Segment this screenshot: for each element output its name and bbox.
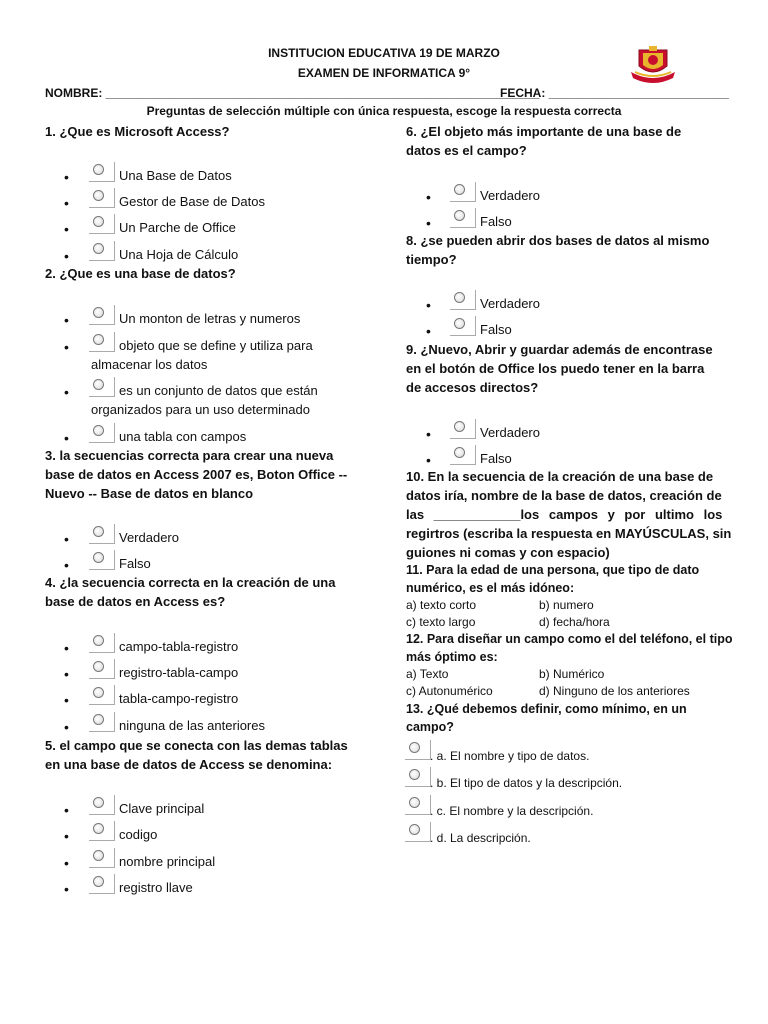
bullet-icon: • <box>64 531 69 547</box>
question-13-line2: campo? <box>406 720 454 734</box>
option-label: Clave principal <box>119 801 205 816</box>
bullet-icon: • <box>64 640 69 656</box>
question-4-line1: 4. ¿la secuencia correcta en la creación de una <box>45 575 336 590</box>
question-12-line2: más óptimo es: <box>406 650 498 664</box>
radio-button[interactable] <box>405 740 431 760</box>
option-label: registro llave <box>119 880 193 895</box>
bullet-icon: • <box>426 452 431 468</box>
option-c[interactable]: c) texto largo <box>406 615 476 629</box>
radio-button[interactable] <box>405 767 431 787</box>
bullet-icon: • <box>426 426 431 442</box>
radio-button[interactable] <box>450 208 476 228</box>
option-label: Una Base de Datos <box>119 168 232 183</box>
bullet-icon: • <box>64 719 69 735</box>
option-label: campo-tabla-registro <box>119 639 239 654</box>
radio-button[interactable] <box>450 316 476 336</box>
radio-button[interactable] <box>89 377 115 397</box>
radio-button[interactable] <box>89 423 115 443</box>
option-label: . b. El tipo de datos y la descripción. <box>430 776 623 790</box>
radio-button[interactable] <box>450 419 476 439</box>
school-title: INSTITUCION EDUCATIVA 19 DE MARZO <box>268 46 500 60</box>
name-field[interactable]: NOMBRE: _________________________________________________________________ <box>45 86 540 100</box>
radio-button[interactable] <box>89 524 115 544</box>
option-label: Falso <box>480 322 512 337</box>
question-10-line1: 10. En la secuencia de la creación de una base de <box>406 469 714 484</box>
option-c[interactable]: c) Autonumérico <box>406 684 493 698</box>
option-label: codigo <box>119 827 158 842</box>
bullet-icon: • <box>64 221 69 237</box>
radio-button[interactable] <box>89 848 115 868</box>
option-label: objeto que se define y utiliza para <box>119 338 313 353</box>
question-3-line1: 3. la secuencias correcta para crear una nueva <box>45 448 334 463</box>
bullet-icon: • <box>64 557 69 573</box>
question-12-line1: 12. Para diseñar un campo como el del teléfono, el tipo <box>406 632 733 646</box>
bullet-icon: • <box>64 430 69 446</box>
option-label: Falso <box>119 556 151 571</box>
radio-button[interactable] <box>89 550 115 570</box>
radio-button[interactable] <box>89 795 115 815</box>
radio-button[interactable] <box>450 182 476 202</box>
radio-button[interactable] <box>89 633 115 653</box>
option-label: . a. El nombre y tipo de datos. <box>430 749 590 763</box>
question-9-line3: de accesos directos? <box>406 380 539 395</box>
option-label: Verdadero <box>480 296 540 311</box>
option-b[interactable]: b) Numérico <box>539 667 605 681</box>
radio-button[interactable] <box>450 290 476 310</box>
question-9-line2: en el botón de Office los puedo tener en la barra <box>406 361 705 376</box>
question-8-line1: 8. ¿se pueden abrir dos bases de datos al mismo <box>406 233 710 248</box>
option-label: Verdadero <box>480 425 540 440</box>
exam-title: EXAMEN DE INFORMATICA 9° <box>297 66 471 80</box>
school-crest-icon <box>627 44 679 84</box>
radio-button[interactable] <box>89 305 115 325</box>
bullet-icon: • <box>64 384 69 400</box>
option-label: Un monton de letras y numeros <box>119 311 301 326</box>
question-10-line2: datos iría, nombre de la base de datos, creación de <box>406 488 722 503</box>
question-10-line5: guiones ni comas y con espacio) <box>406 545 610 560</box>
question-8-line2: tiempo? <box>406 252 457 267</box>
radio-button[interactable] <box>89 214 115 234</box>
option-label: Una Hoja de Cálculo <box>119 247 239 262</box>
question-11-line2: numérico, es el más idóneo: <box>406 581 575 595</box>
radio-button[interactable] <box>89 659 115 679</box>
bullet-icon: • <box>64 855 69 871</box>
bullet-icon: • <box>64 802 69 818</box>
option-label: Verdadero <box>480 188 540 203</box>
radio-button[interactable] <box>450 445 476 465</box>
option-label: es un conjunto de datos que están <box>119 383 318 398</box>
bullet-icon: • <box>64 692 69 708</box>
question-6-line2: datos es el campo? <box>406 143 527 158</box>
instructions: Preguntas de selección múltiple con única respuesta, escoge la respuesta correcta <box>146 104 622 118</box>
option-label: una tabla con campos <box>119 429 247 444</box>
option-label: tabla-campo-registro <box>119 691 239 706</box>
question-3-line2: base de datos en Access 2007 es, Boton Office -- <box>45 467 348 482</box>
option-label: Falso <box>480 451 512 466</box>
radio-button[interactable] <box>89 332 115 352</box>
radio-button[interactable] <box>89 712 115 732</box>
bullet-icon: • <box>64 881 69 897</box>
option-label-cont: almacenar los datos <box>91 357 208 372</box>
option-label: nombre principal <box>119 854 216 869</box>
radio-button[interactable] <box>89 821 115 841</box>
question-10-line3: las ____________los campos y por ultimo los <box>406 507 723 522</box>
option-a[interactable]: a) Texto <box>406 667 449 681</box>
question-11-line1: 11. Para la edad de una persona, que tipo de dato <box>406 563 700 577</box>
option-label: ninguna de las anteriores <box>119 718 265 733</box>
option-label: Gestor de Base de Datos <box>119 194 265 209</box>
radio-button[interactable] <box>405 822 431 842</box>
bullet-icon: • <box>64 248 69 264</box>
bullet-icon: • <box>426 189 431 205</box>
radio-button[interactable] <box>405 795 431 815</box>
question-5-line2: en una base de datos de Access se denomina: <box>45 757 333 772</box>
option-d[interactable]: d) fecha/hora <box>539 615 610 629</box>
radio-button[interactable] <box>89 685 115 705</box>
option-label: registro-tabla-campo <box>119 665 239 680</box>
question-4-line2: base de datos en Access es? <box>45 594 226 609</box>
question-5-line1: 5. el campo que se conecta con las demas tablas <box>45 738 348 753</box>
option-label: . d. La descripción. <box>430 831 531 845</box>
date-field[interactable]: FECHA: ___________________________ <box>500 86 729 100</box>
bullet-icon: • <box>64 312 69 328</box>
bullet-icon: • <box>426 215 431 231</box>
radio-button[interactable] <box>89 241 115 261</box>
option-d[interactable]: d) Ninguno de los anteriores <box>539 684 690 698</box>
question-3-line3: Nuevo -- Base de datos en blanco <box>45 486 254 501</box>
bullet-icon: • <box>64 666 69 682</box>
bullet-icon: • <box>64 339 69 355</box>
question-10-line4: regirtros (escriba la respuesta en MAYÚSCULAS, sin <box>406 526 732 541</box>
radio-button[interactable] <box>89 874 115 894</box>
question-9-line1: 9. ¿Nuevo, Abrir y guardar además de encontrase <box>406 342 713 357</box>
bullet-icon: • <box>64 195 69 211</box>
bullet-icon: • <box>426 297 431 313</box>
option-label: Falso <box>480 214 512 229</box>
question-1: 1. ¿Que es Microsoft Access? <box>45 124 230 139</box>
option-b[interactable]: b) numero <box>539 598 594 612</box>
radio-button[interactable] <box>89 162 115 182</box>
option-label: Un Parche de Office <box>119 220 236 235</box>
bullet-icon: • <box>426 323 431 339</box>
question-13-line1: 13. ¿Qué debemos definir, como mínimo, en un <box>406 702 687 716</box>
option-a[interactable]: a) texto corto <box>406 598 477 612</box>
option-label: Verdadero <box>119 530 179 545</box>
option-label-cont: organizados para un uso determinado <box>91 402 310 417</box>
question-6-line1: 6. ¿El objeto más importante de una base de <box>406 124 682 139</box>
bullet-icon: • <box>64 169 69 185</box>
bullet-icon: • <box>64 828 69 844</box>
radio-button[interactable] <box>89 188 115 208</box>
option-label: . c. El nombre y la descripción. <box>430 804 594 818</box>
question-2: 2. ¿Que es una base de datos? <box>45 266 236 281</box>
